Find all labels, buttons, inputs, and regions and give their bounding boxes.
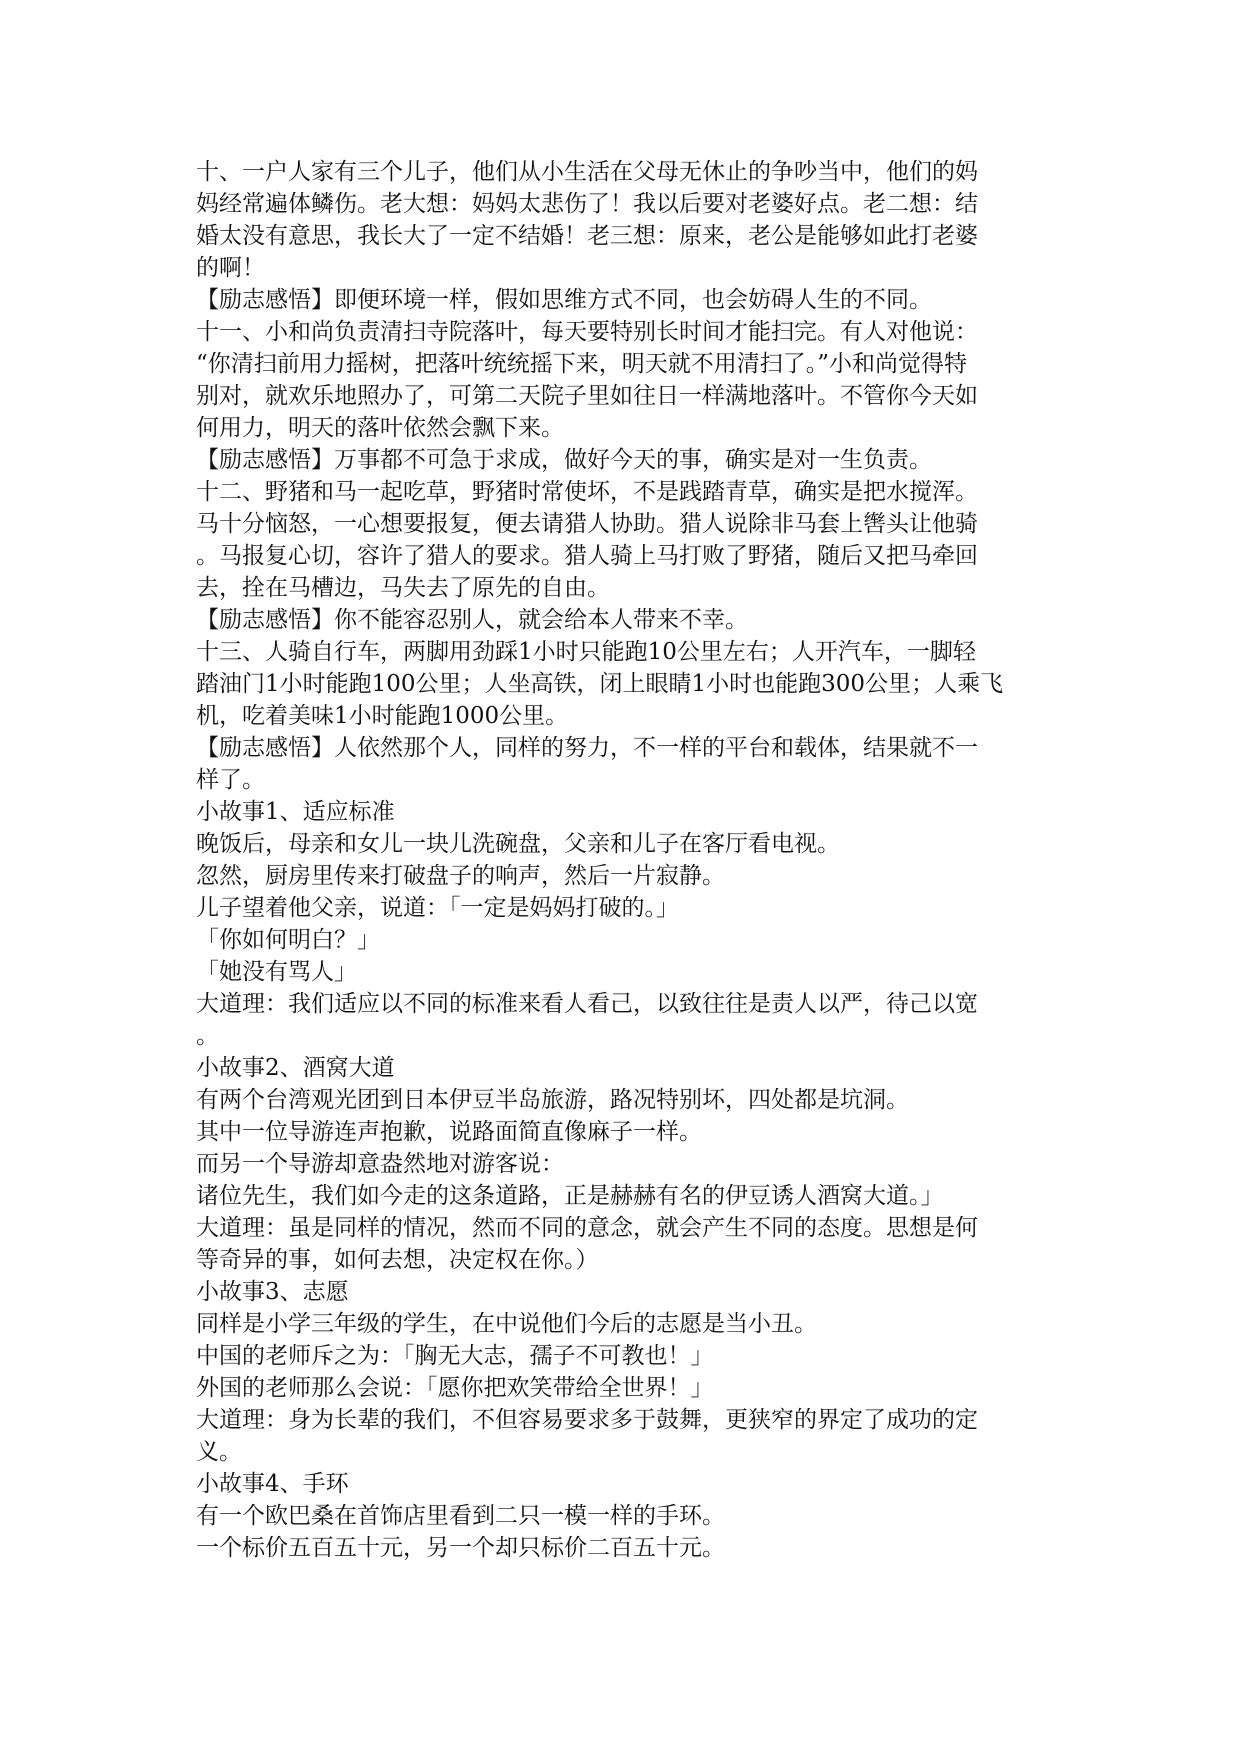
- story-heading: 小故事2、酒窝大道: [196, 1055, 395, 1081]
- document-body: [196, 156, 1052, 1564]
- text-line: 十二、野猪和马一起吃草，野猪时常使坏，不是践踏青草，确实是把水搅浑。: [196, 479, 978, 505]
- text-line: 的啊！: [196, 255, 265, 281]
- text-line: 诸位先生，我们如今走的这条道路，正是赫赫有名的伊豆诱人酒窝大道。」: [196, 1183, 944, 1209]
- text-line: 一个标价五百五十元，另一个却只标价二百五十元。: [196, 1535, 725, 1561]
- text-line: 马十分恼怒，一心想要报复，便去请猎人协助。猎人说除非马套上辔头让他骑: [196, 511, 978, 537]
- text-line: 别对，就欢乐地照办了，可第二天院子里如往日一样满地落叶。不管你今天如: [196, 383, 978, 409]
- text-line: 有两个台湾观光团到日本伊豆半岛旅游，路况特别坏，四处都是坑洞。: [196, 1087, 909, 1113]
- text-line: 其中一位导游连声抱歉，说路面简直像麻子一样。: [196, 1119, 702, 1145]
- text-line: 十三、人骑自行车，两脚用劲踩1小时只能跑10公里左右；人开汽车，一脚轻: [196, 639, 976, 665]
- text-line: 。马报复心切，容许了猎人的要求。猎人骑上马打败了野猪，随后又把马牵回: [196, 543, 978, 569]
- text-line: 踏油门1小时能跑100公里；人坐高铁，闭上眼睛1小时也能跑300公里；人乘飞: [196, 671, 1004, 697]
- inspiration-note: 【励志感悟】你不能容忍别人，就会给本人带来不幸。: [196, 607, 748, 633]
- moral-line: 大道理：我们适应以不同的标准来看人看己，以致往往是责人以严，待己以宽: [196, 991, 978, 1017]
- text-line: 何用力，明天的落叶依然会飘下来。: [196, 415, 564, 441]
- text-line: 样了。: [196, 767, 265, 793]
- text-line: 机，吃着美味1小时能跑1000公里。: [196, 703, 569, 729]
- inspiration-note: 【励志感悟】即便环境一样，假如思维方式不同，也会妨碍人生的不同。: [196, 287, 932, 313]
- text-line: 婚太没有意思，我长大了一定不结婚！老三想：原来，老公是能够如此打老婆: [196, 223, 978, 249]
- moral-line: 大道理：虽是同样的情况，然而不同的意念，就会产生不同的态度。思想是何: [196, 1215, 978, 1241]
- text-line: 等奇异的事，如何去想，决定权在你。）: [196, 1247, 599, 1273]
- text-line: 十一、小和尚负责清扫寺院落叶，每天要特别长时间才能扫完。有人对他说：: [196, 319, 978, 345]
- text-line: 晚饭后，母亲和女儿一块儿洗碗盘，父亲和儿子在客厅看电视。: [196, 831, 840, 857]
- text-line: 同样是小学三年级的学生，在中说他们今后的志愿是当小丑。: [196, 1311, 817, 1337]
- inspiration-note: 【励志感悟】万事都不可急于求成，做好今天的事，确实是对一生负责。: [196, 447, 932, 473]
- story-heading: 小故事4、手环: [196, 1471, 349, 1497]
- text-line: 。: [196, 1023, 219, 1049]
- story-heading: 小故事1、适应标准: [196, 799, 395, 825]
- text-line: 去，拴在马槽边，马失去了原先的自由。: [196, 575, 610, 601]
- text-line: 儿子望着他父亲，说道：「一定是妈妈打破的。」: [196, 895, 679, 921]
- text-line: 妈经常遍体鳞伤。老大想：妈妈太悲伤了！我以后要对老婆好点。老二想：结: [196, 191, 978, 217]
- moral-line: 大道理：身为长辈的我们，不但容易要求多于鼓舞，更狭窄的界定了成功的定: [196, 1407, 978, 1433]
- story-heading: 小故事3、志愿: [196, 1279, 349, 1305]
- text-line: 十、一户人家有三个儿子，他们从小生活在父母无休止的争吵当中，他们的妈: [196, 159, 978, 185]
- text-line: 义。: [196, 1439, 242, 1465]
- text-line: 外国的老师那么会说：「愿你把欢笑带给全世界！」: [196, 1375, 714, 1401]
- text-line: “你清扫前用力摇树，把落叶统统摇下来，明天就不用清扫了。”小和尚觉得特: [196, 351, 968, 377]
- text-line: 有一个欧巴桑在首饰店里看到二只一模一样的手环。: [196, 1503, 725, 1529]
- text-line: 中国的老师斥之为：「胸无大志，孺子不可教也！」: [196, 1343, 714, 1369]
- text-line: 忽然，厨房里传来打破盘子的响声，然后一片寂静。: [196, 863, 725, 889]
- inspiration-note: 【励志感悟】人依然那个人，同样的努力，不一样的平台和载体，结果就不一: [196, 735, 978, 761]
- text-line: 而另一个导游却意盎然地对游客说：: [196, 1151, 564, 1177]
- text-line: 「她没有骂人」: [196, 959, 357, 985]
- text-line: 「你如何明白？」: [196, 927, 380, 953]
